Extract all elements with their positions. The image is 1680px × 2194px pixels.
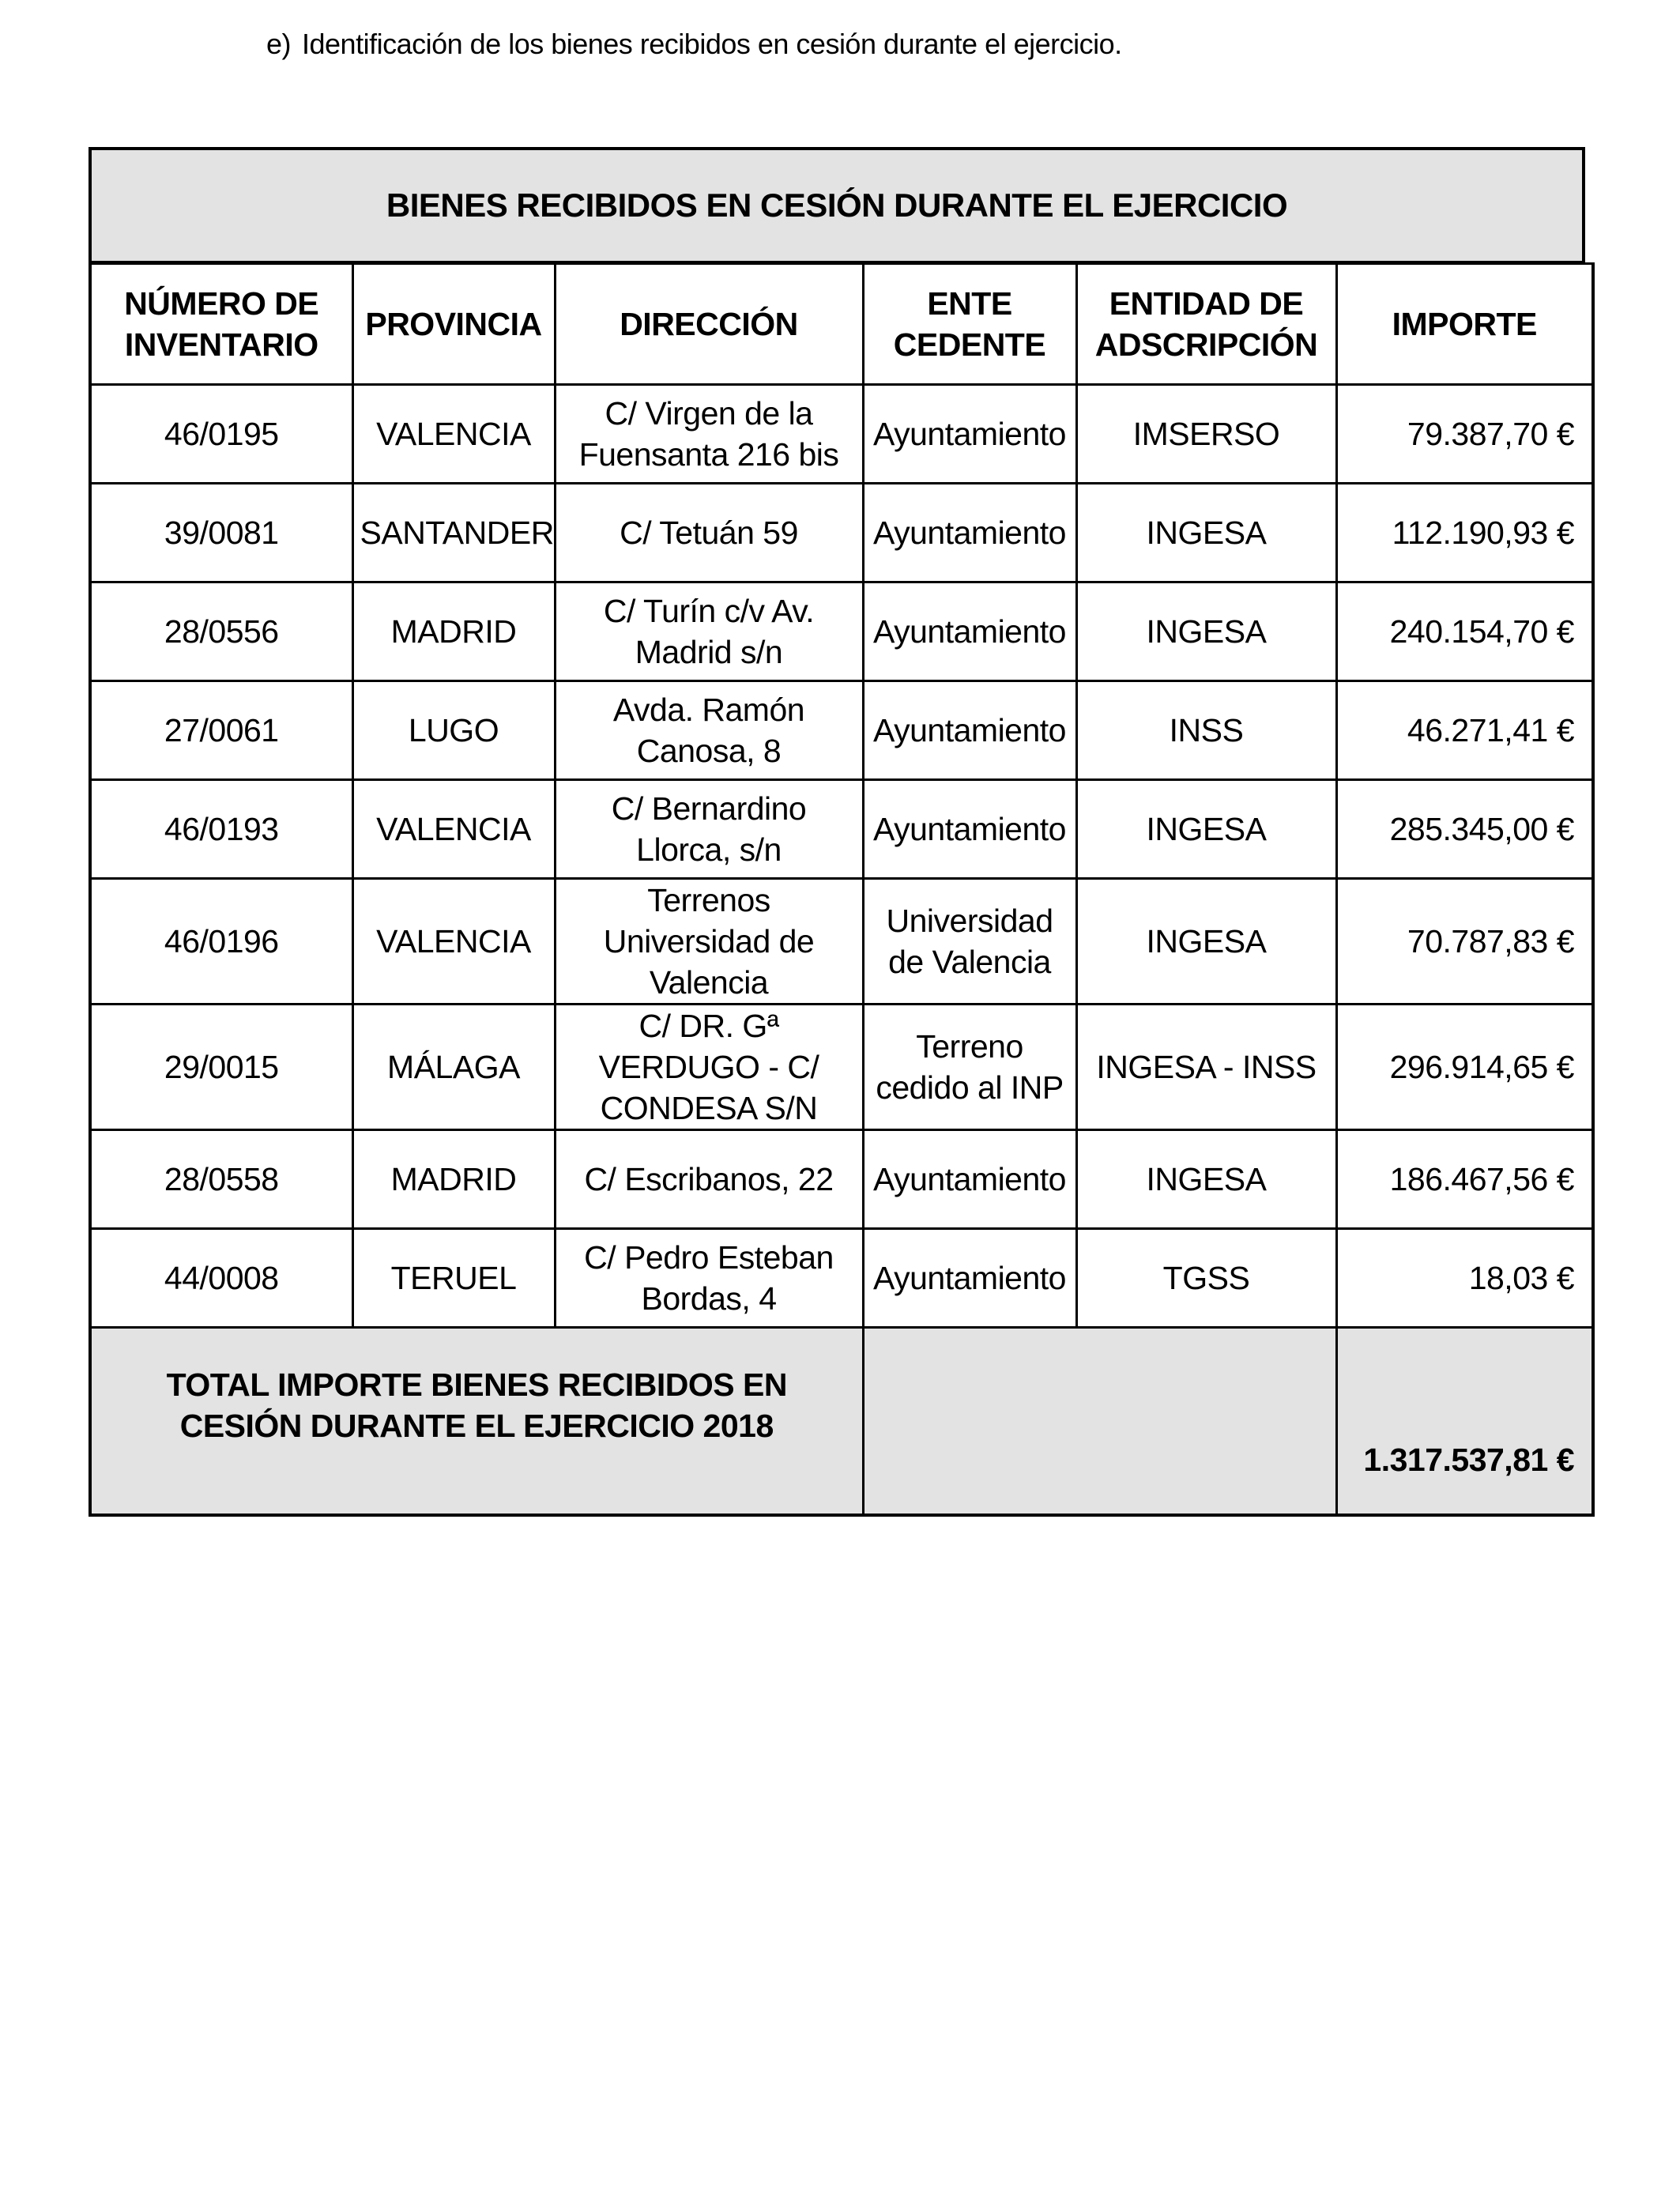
- ceding-entity-cell: Ayuntamiento: [863, 1130, 1076, 1229]
- province-cell: MÁLAGA: [352, 1005, 555, 1130]
- assigned-entity-cell: INGESA: [1076, 1130, 1336, 1229]
- ceding-entity-cell: Ayuntamiento: [863, 780, 1076, 879]
- table-row: [90, 780, 1593, 879]
- header-ceding-entity: ENTE CEDENTE: [863, 264, 1076, 385]
- table-title: BIENES RECIBIDOS EN CESIÓN DURANTE EL EJERCICIO: [89, 147, 1585, 264]
- amount-cell: 46.271,41 €: [1336, 681, 1593, 780]
- amount-cell: 70.787,83 €: [1336, 879, 1593, 1005]
- header-address: DIRECCIÓN: [555, 264, 863, 385]
- total-row: [90, 1328, 1593, 1516]
- assigned-entity-cell: IMSERSO: [1076, 385, 1336, 484]
- assigned-entity-cell: INSS: [1076, 681, 1336, 780]
- ceding-entity-cell: Ayuntamiento: [863, 681, 1076, 780]
- total-label: TOTAL IMPORTE BIENES RECIBIDOS EN CESIÓN DURANTE EL EJERCICIO 2018: [90, 1328, 863, 1516]
- assets-table-block: [89, 147, 1591, 1517]
- address-cell: C/ Bernardino Llorca, s/n: [555, 780, 863, 879]
- inventory-number-cell: 44/0008: [90, 1229, 352, 1328]
- intro-list-marker: e): [266, 28, 292, 60]
- table-row: [90, 879, 1593, 1005]
- table-row: [90, 484, 1593, 582]
- address-cell: C/ Escribanos, 22: [555, 1130, 863, 1229]
- amount-cell: 18,03 €: [1336, 1229, 1593, 1328]
- amount-cell: 296.914,65 €: [1336, 1005, 1593, 1130]
- intro-paragraph: [266, 27, 1122, 62]
- inventory-number-cell: 27/0061: [90, 681, 352, 780]
- address-cell: C/ Tetuán 59: [555, 484, 863, 582]
- header-province: PROVINCIA: [352, 264, 555, 385]
- total-amount: 1.317.537,81 €: [1336, 1328, 1593, 1516]
- province-cell: SANTANDER: [352, 484, 555, 582]
- province-cell: VALENCIA: [352, 879, 555, 1005]
- address-cell: Avda. Ramón Canosa, 8: [555, 681, 863, 780]
- amount-cell: 285.345,00 €: [1336, 780, 1593, 879]
- total-spacer-cell: [863, 1328, 1336, 1516]
- table-row: [90, 1005, 1593, 1130]
- ceding-entity-cell: Ayuntamiento: [863, 484, 1076, 582]
- address-cell: C/ Turín c/v Av. Madrid s/n: [555, 582, 863, 681]
- province-cell: TERUEL: [352, 1229, 555, 1328]
- province-cell: MADRID: [352, 1130, 555, 1229]
- inventory-number-cell: 28/0558: [90, 1130, 352, 1229]
- inventory-number-cell: 29/0015: [90, 1005, 352, 1130]
- header-row: [90, 264, 1593, 385]
- ceding-entity-cell: Terreno cedido al INP: [863, 1005, 1076, 1130]
- table-row: [90, 1130, 1593, 1229]
- header-assigned-entity: ENTIDAD DE ADSCRIPCIÓN: [1076, 264, 1336, 385]
- assigned-entity-cell: TGSS: [1076, 1229, 1336, 1328]
- province-cell: VALENCIA: [352, 780, 555, 879]
- ceding-entity-cell: Ayuntamiento: [863, 385, 1076, 484]
- address-cell: Terrenos Universidad de Valencia: [555, 879, 863, 1005]
- assigned-entity-cell: INGESA: [1076, 484, 1336, 582]
- table-row: [90, 1229, 1593, 1328]
- inventory-number-cell: 46/0193: [90, 780, 352, 879]
- address-cell: C/ Virgen de la Fuensanta 216 bis: [555, 385, 863, 484]
- amount-cell: 79.387,70 €: [1336, 385, 1593, 484]
- amount-cell: 186.467,56 €: [1336, 1130, 1593, 1229]
- inventory-number-cell: 46/0195: [90, 385, 352, 484]
- address-cell: C/ Pedro Esteban Bordas, 4: [555, 1229, 863, 1328]
- assigned-entity-cell: INGESA: [1076, 879, 1336, 1005]
- address-cell: C/ DR. Gª VERDUGO - C/ CONDESA S/N: [555, 1005, 863, 1130]
- assigned-entity-cell: INGESA: [1076, 582, 1336, 681]
- table-row: [90, 582, 1593, 681]
- ceding-entity-cell: Ayuntamiento: [863, 1229, 1076, 1328]
- header-inventory-number: NÚMERO DE INVENTARIO: [90, 264, 352, 385]
- table-row: [90, 681, 1593, 780]
- ceding-entity-cell: Ayuntamiento: [863, 582, 1076, 681]
- header-amount: IMPORTE: [1336, 264, 1593, 385]
- assigned-entity-cell: INGESA - INSS: [1076, 1005, 1336, 1130]
- inventory-number-cell: 28/0556: [90, 582, 352, 681]
- inventory-number-cell: 39/0081: [90, 484, 352, 582]
- amount-cell: 112.190,93 €: [1336, 484, 1593, 582]
- province-cell: MADRID: [352, 582, 555, 681]
- assigned-entity-cell: INGESA: [1076, 780, 1336, 879]
- province-cell: VALENCIA: [352, 385, 555, 484]
- assets-table: [89, 262, 1595, 1517]
- province-cell: LUGO: [352, 681, 555, 780]
- inventory-number-cell: 46/0196: [90, 879, 352, 1005]
- intro-text: Identificación de los bienes recibidos en cesión durante el ejercicio.: [302, 28, 1122, 60]
- amount-cell: 240.154,70 €: [1336, 582, 1593, 681]
- table-row: [90, 385, 1593, 484]
- ceding-entity-cell: Universidad de Valencia: [863, 879, 1076, 1005]
